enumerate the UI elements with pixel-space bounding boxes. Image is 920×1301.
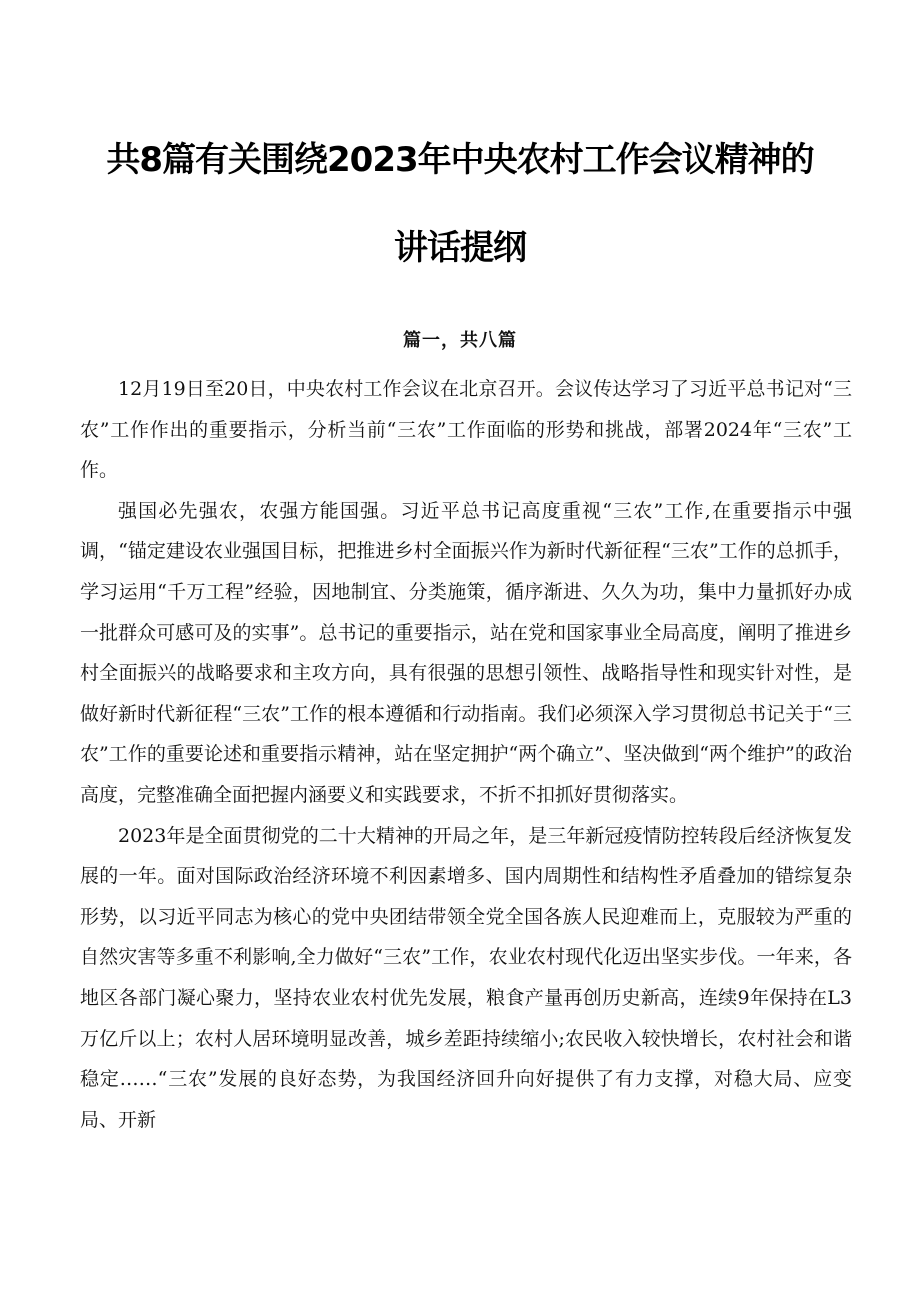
document-title-line-1: 共8篇有关围绕2023年中央农村工作会议精神的 [106,140,814,180]
section-heading: 篇一，共八篇 [403,330,517,351]
document-body [80,369,852,1140]
document-title-line-2: 讲话提纲 [394,228,526,268]
paragraph-2: 强国必先强农，农强方能国强。习近平总书记高度重视“三农”工作,在重要指示中强调，“锚定建设农业强国目标，把推进乡村全面振兴作为新时代新征程“三农”工作的总抓手，学习运用“千万工程”经验，因地制宜、分类施策，循序渐进、久久为功，集中力量抓好办成一批群众可感可及的实事”。总书记的重要指示，站在党和国家事业全局高度，阐明了推进乡村全面振兴的战略要求和主攻方向，具有很强的思想引领性、战略指导性和现实针对性，是做好新时代新征程“三农”工作的根本遵循和行动指南。我们必须深入学习贯彻总书记关于“三农”工作的重要论述和重要指示精神，站在坚定拥护“两个确立”、坚决做到“两个维护”的政治高度，完整准确全面把握内涵要义和实践要求，不折不扣抓好贯彻落实。 [80,499,852,806]
paragraph-1: 12月19日至20日，中央农村工作会议在北京召开。会议传达学习了习近平总书记对“三农”工作作出的重要指示，分析当前“三农”工作面临的形势和挑战，部署2024年“三农”工作。 [80,378,852,482]
paragraph-3: 2023年是全面贯彻党的二十大精神的开局之年，是三年新冠疫情防控转段后经济恢复发展的一年。面对国际政治经济环境不利因素增多、国内周期性和结构性矛盾叠加的错综复杂形势，以习近平同志为核心的党中央团结带领全党全国各族人民迎难而上，克服较为严重的自然灾害等多重不利影响,全力做好“三农”工作，农业农村现代化迈出坚实步伐。一年来，各地区各部门凝心聚力，坚持农业农村优先发展，粮食产量再创历史新高，连续9年保持在L3万亿斤以上；农村人居环境明显改善，城乡差距持续缩小;农民收入较快增长，农村社会和谐稳定……“三农”发展的良好态势，为我国经济回升向好提供了有力支撑，对稳大局、应变局、开新 [80,824,852,1131]
